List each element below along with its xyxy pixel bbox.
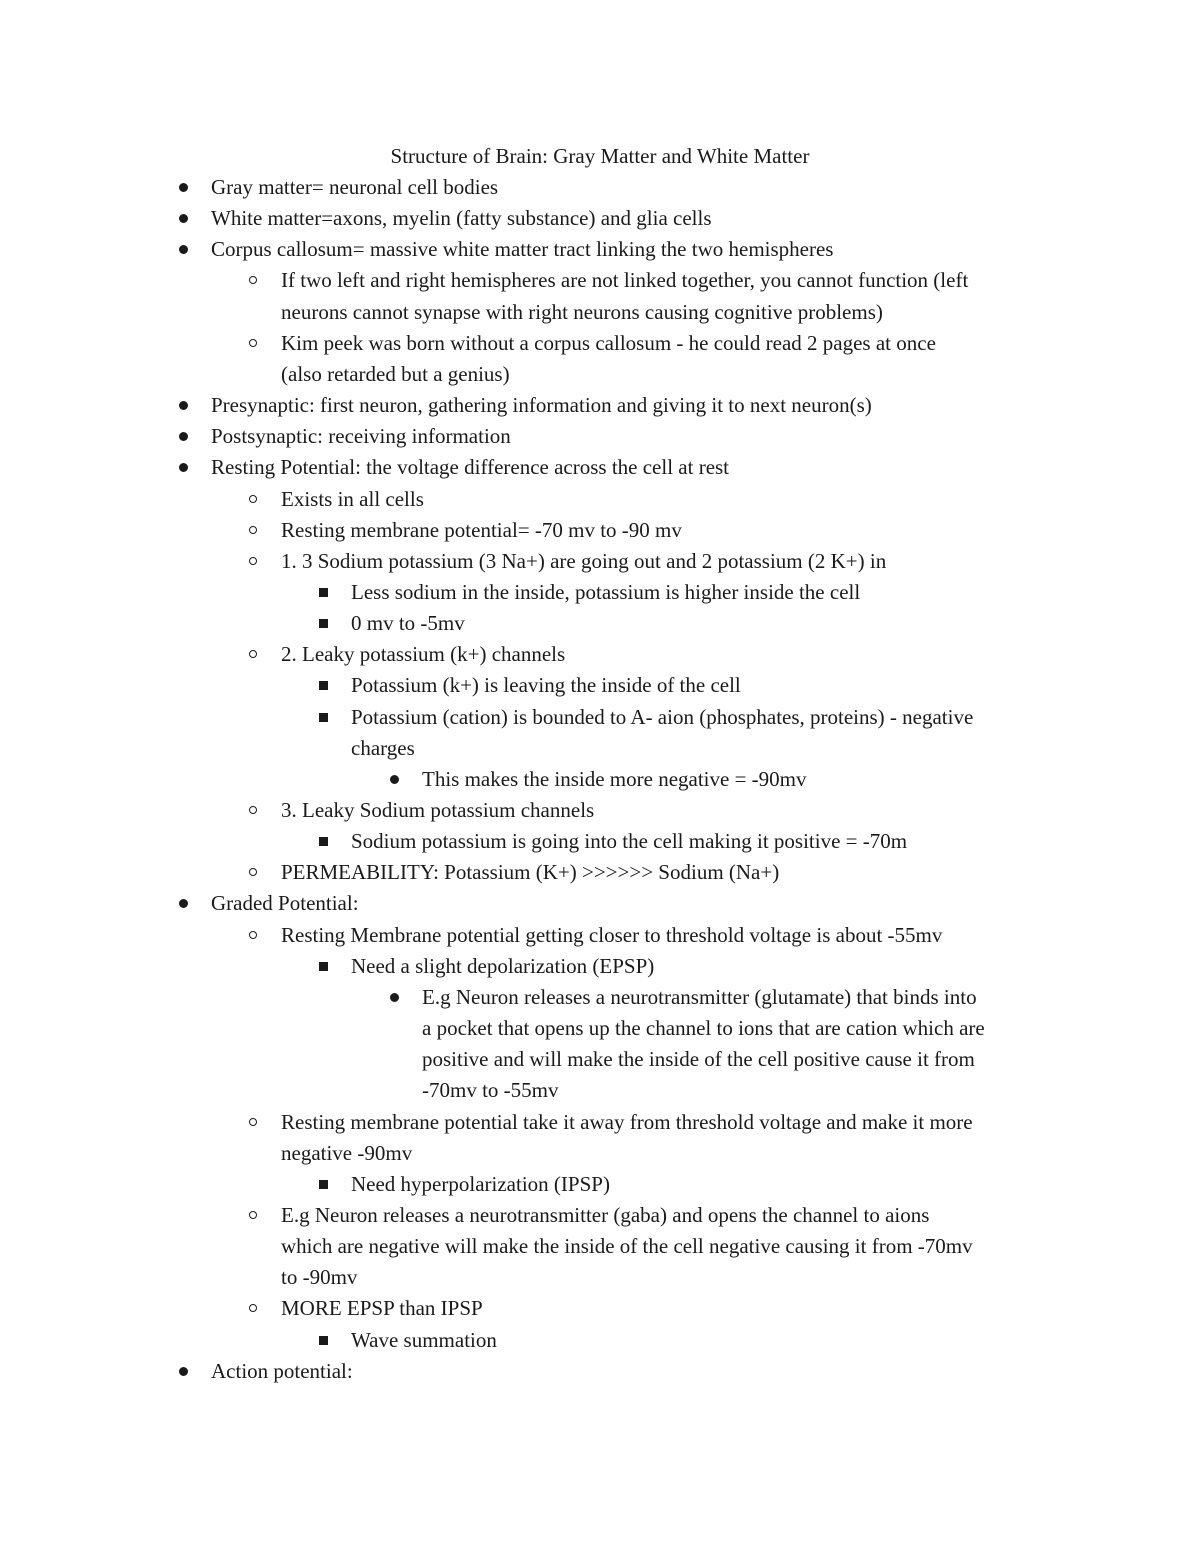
outline-line: Resting Potential: the voltage difference across the cell at rest [211, 455, 730, 480]
outline-line: PERMEABILITY: Potassium (K+) >>>>>> Sodium (Na+) [281, 860, 780, 885]
bullet-circle-icon [249, 1118, 257, 1126]
bullet-disc-icon [390, 775, 399, 784]
outline-line: Need a slight depolarization (EPSP) [351, 953, 655, 978]
bullet-circle-icon [249, 276, 257, 284]
outline-line: Exists in all cells [281, 486, 424, 511]
outline-line: which are negative will make the inside of the cell negative causing it from -70mv [281, 1234, 973, 1259]
outline-line: Wave summation [351, 1327, 497, 1352]
outline-line: Graded Potential: [211, 891, 359, 916]
outline-line: Postsynaptic: receiving information [211, 424, 511, 449]
outline-line: a pocket that opens up the channel to ions that are cation which are [422, 1016, 985, 1041]
bullet-square-icon [319, 619, 328, 628]
bullet-circle-icon [249, 806, 257, 814]
outline-line: E.g Neuron releases a neurotransmitter (glutamate) that binds into [422, 984, 977, 1009]
outline-line: positive and will make the inside of the cell positive cause it from [422, 1047, 975, 1072]
outline-line: Gray matter= neuronal cell bodies [211, 175, 499, 199]
outline-line: Potassium (cation) is bounded to A- aion (phosphates, proteins) - negative [351, 704, 974, 729]
bullet-disc-icon [179, 463, 188, 472]
outline-line: (also retarded but a genius) [281, 361, 510, 386]
outline-line: MORE EPSP than IPSP [281, 1296, 483, 1321]
bullet-circle-icon [249, 495, 257, 503]
bullet-circle-icon [249, 1304, 257, 1312]
bullet-circle-icon [249, 339, 257, 347]
outline-line: Corpus callosum= massive white matter tract linking the two hemispheres [211, 237, 834, 262]
bullet-square-icon [319, 713, 328, 722]
bullet-square-icon [319, 837, 328, 846]
bullet-disc-icon [179, 1367, 188, 1376]
outline-line: Resting membrane potential take it away from threshold voltage and make it more [281, 1109, 973, 1134]
outline-line: If two left and right hemispheres are not linked together, you cannot function (left [281, 268, 969, 293]
bullet-square-icon [319, 1336, 328, 1345]
outline-line: Need hyperpolarization (IPSP) [351, 1171, 610, 1196]
bullet-circle-icon [249, 526, 257, 534]
bullet-circle-icon [249, 931, 257, 939]
outline-line: Action potential: [211, 1358, 353, 1383]
bullet-circle-icon [249, 868, 257, 876]
bullet-disc-icon [179, 899, 188, 908]
bullet-circle-icon [249, 650, 257, 658]
outline-line: Kim peek was born without a corpus callosum - he could read 2 pages at once [281, 330, 936, 355]
bullet-square-icon [319, 962, 328, 971]
outline-line: Resting membrane potential= -70 mv to -90 mv [281, 517, 682, 542]
outline-line: negative -90mv [281, 1140, 413, 1165]
outline-line: Presynaptic: first neuron, gathering information and giving it to next neuron(s) [211, 393, 872, 418]
outline-line: 1. 3 Sodium potassium (3 Na+) are going out and 2 potassium (2 K+) in [281, 548, 887, 573]
outline-line: charges [351, 735, 415, 760]
outline-line: Potassium (k+) is leaving the inside of the cell [351, 673, 741, 698]
document-title: Structure of Brain: Gray Matter and White Matter [390, 144, 810, 168]
outline-line: Less sodium in the inside, potassium is higher inside the cell [351, 579, 861, 604]
outline-line: Resting Membrane potential getting closer to threshold voltage is about -55mv [281, 922, 943, 947]
bullet-disc-icon [179, 183, 188, 192]
outline-line: -70mv to -55mv [422, 1078, 559, 1103]
bullet-square-icon [319, 1180, 328, 1189]
bullet-circle-icon [249, 1211, 257, 1219]
outline-line: 2. Leaky potassium (k+) channels [281, 642, 566, 667]
bullet-square-icon [319, 588, 328, 597]
bullet-circle-icon [249, 557, 257, 565]
outline-line: Sodium potassium is going into the cell making it positive = -70m [351, 829, 908, 854]
bullet-disc-icon [179, 401, 188, 410]
outline-line: neurons cannot synapse with right neurons causing cognitive problems) [281, 299, 883, 324]
outline-line: to -90mv [281, 1265, 358, 1290]
bullet-disc-icon [179, 432, 188, 441]
outline-line: 0 mv to -5mv [351, 611, 465, 636]
outline-line: 3. Leaky Sodium potassium channels [281, 798, 595, 822]
bullet-square-icon [319, 681, 328, 690]
outline-line: E.g Neuron releases a neurotransmitter (gaba) and opens the channel to aions [281, 1202, 930, 1227]
bullet-disc-icon [179, 214, 188, 223]
outline-line: White matter=axons, myelin (fatty substance) and glia cells [211, 206, 712, 231]
outline-line: This makes the inside more negative = -90mv [422, 766, 807, 791]
bullet-disc-icon [390, 993, 399, 1002]
bullet-disc-icon [179, 245, 188, 254]
